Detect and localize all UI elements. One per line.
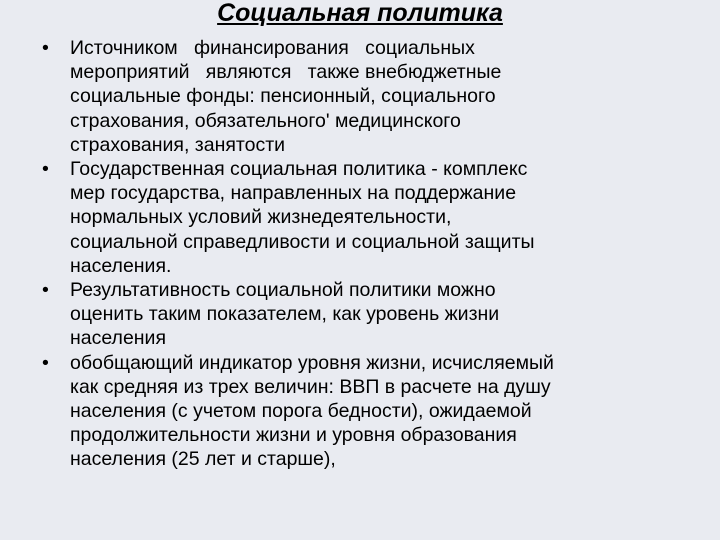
bullet-text-line: социальные фонды: пенсионный, социального (70, 85, 496, 108)
bullet-text-line: населения (70, 327, 167, 350)
bullet-text-line: продолжительности жизни и уровня образования (70, 424, 517, 447)
slide-title: Социальная политика (217, 0, 503, 27)
bullet-text-line: Государственная социальная политика - комплекс (70, 158, 528, 181)
bullet-item-2 (40, 157, 680, 278)
bullet-text-line: Результативность социальной политики можно (70, 279, 496, 302)
bullet-icon: • (42, 279, 49, 302)
bullet-item-3 (40, 278, 680, 351)
bullet-text-line: населения. (70, 254, 172, 277)
bullet-text-line: обобщающий индикатор уровня жизни, исчисляемый (70, 351, 554, 374)
bullet-text-line: мер государства, направленных на поддержание (70, 182, 517, 205)
bullet-text-line: мероприятий являются также внебюджетные (70, 61, 502, 84)
bullet-item-4 (40, 351, 680, 472)
bullet-text-line: страхования, обязательного' медицинского (70, 109, 461, 132)
bullet-text-line: оценить таким показателем, как уровень жизни (70, 303, 500, 326)
bullet-icon: • (42, 158, 49, 181)
bullet-text-line: населения (25 лет и старше), (70, 448, 336, 471)
bullet-text-line: страхования, занятости (70, 133, 286, 156)
bullet-text-line: как средняя из трех величин: ВВП в расчете на душу (70, 375, 551, 398)
bullet-icon: • (42, 351, 49, 374)
bullet-text-line: Источником финансирования социальных (70, 37, 475, 59)
bullet-text-line: социальной справедливости и социальной защиты (70, 230, 535, 253)
bullet-list (40, 36, 680, 472)
bullet-text-line: населения (с учетом порога бедности), ожидаемой (70, 400, 532, 423)
bullet-text-line: нормальных условий жизнедеятельности, (70, 206, 452, 229)
bullet-item-1 (40, 36, 680, 157)
bullet-icon: • (42, 37, 49, 59)
